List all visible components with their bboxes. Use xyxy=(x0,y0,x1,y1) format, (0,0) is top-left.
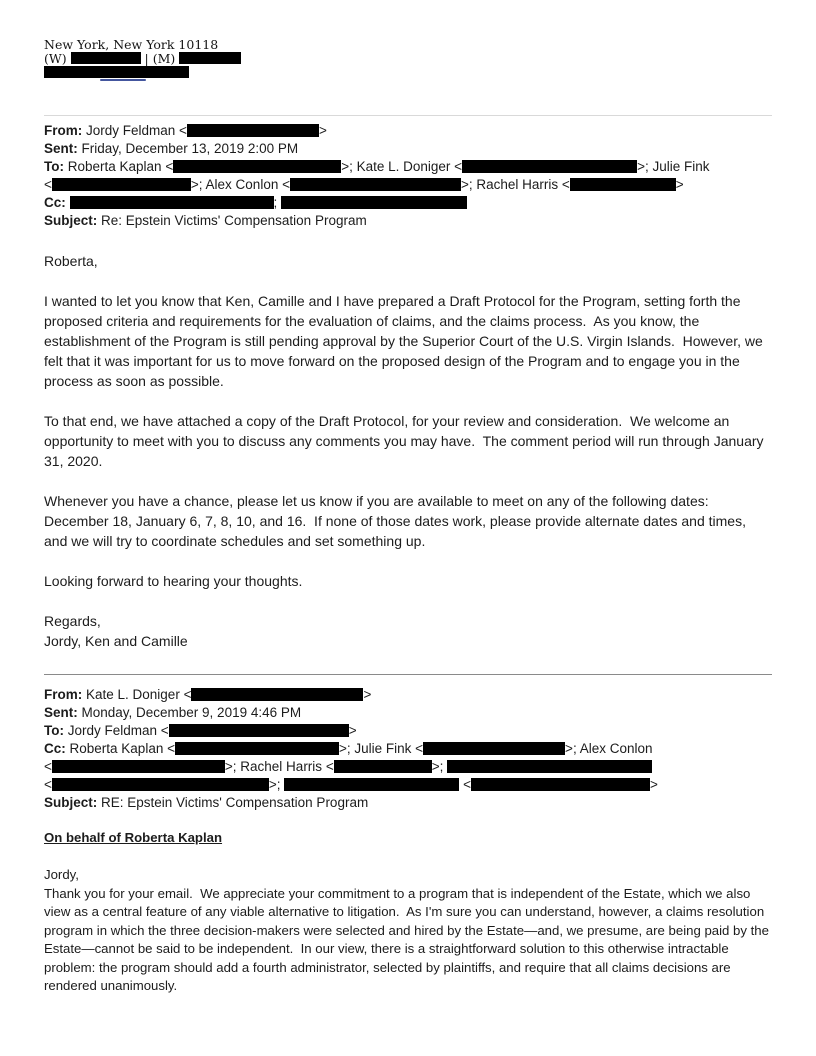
body-paragraph: Roberta, xyxy=(44,253,98,269)
header-field-label: From: xyxy=(44,123,83,138)
redaction-bar xyxy=(462,160,637,173)
email-header-sent-line: Sent: Friday, December 13, 2019 2:00 PM xyxy=(44,141,299,156)
redaction-bar xyxy=(471,778,650,791)
header-field-label: Cc: xyxy=(44,741,66,756)
body-paragraph: To that end, we have attached a copy of the Draft Protocol, for your review and consideration. We welcome an opportunity to meet with you to discuss any comments you may have. The comment period will run through January 31, 2020. xyxy=(44,413,768,469)
redacted-email-address: < > xyxy=(44,759,233,774)
redaction-unit xyxy=(44,65,189,80)
email-header-cc-line: Cc: ; xyxy=(44,194,772,212)
redacted-email-address: < > xyxy=(325,759,440,774)
redacted-email-address: < > xyxy=(415,741,573,756)
redaction-bar xyxy=(52,178,191,191)
email-header-to-line: To: Jordy Feldman < > xyxy=(44,723,357,738)
redacted-email-address: < > xyxy=(463,777,658,792)
header-field-label: From: xyxy=(44,687,83,702)
redaction-unit xyxy=(281,195,467,210)
redaction-bar xyxy=(570,178,676,191)
redaction-bar xyxy=(52,778,269,791)
redaction-bar xyxy=(71,52,141,64)
redaction-unit xyxy=(284,777,459,792)
email1-body xyxy=(44,251,772,651)
email-header-from-line: From: Kate L. Doniger < > xyxy=(44,687,372,702)
email1-header xyxy=(44,122,772,230)
header-field-label: To: xyxy=(44,159,64,174)
redaction-bar xyxy=(173,160,341,173)
redaction-bar xyxy=(52,760,225,773)
redaction-bar xyxy=(70,196,274,209)
header-field-label: Subject: xyxy=(44,213,98,228)
redaction-bar xyxy=(187,124,319,137)
redacted-link-artifact xyxy=(100,79,146,81)
email-header-to-line: To: Roberta Kaplan < >; Kate L. Doniger < >; Julie Fink < >; Alex Conlon < >; Rachel Harris < > xyxy=(44,159,710,192)
redacted-email-address: < > xyxy=(282,177,469,192)
redaction-unit xyxy=(70,195,274,210)
body-paragraph: Whenever you have a chance, please let us know if you are available to meet on any of the following dates: December 18, January 6, 7, 8, 10, and 16. If none of those dates work, please provide alternate dates and times, and we will try to coordinate schedules and set something up. xyxy=(44,493,750,549)
redaction-bar xyxy=(169,724,349,737)
blank-line xyxy=(44,271,772,291)
email2-body xyxy=(44,829,772,996)
email-message-2 xyxy=(44,686,772,996)
on-behalf-heading: On behalf of Roberta Kaplan xyxy=(44,830,223,845)
letterhead-address: New York, New York 10118 xyxy=(44,37,219,52)
redaction-bar xyxy=(284,778,459,791)
blank-line xyxy=(44,391,772,411)
letterhead-redacted-line xyxy=(44,66,772,80)
header-field-label: Sent: xyxy=(44,705,78,720)
blank-line xyxy=(44,591,772,611)
redaction-bar xyxy=(179,52,241,64)
redacted-email-address: < > xyxy=(165,159,350,174)
redaction-unit xyxy=(71,51,141,66)
redacted-email-address: < > xyxy=(561,177,684,192)
redaction-bar xyxy=(290,178,461,191)
redacted-email-address: < > xyxy=(183,687,372,702)
letterhead xyxy=(44,38,772,80)
blank-line xyxy=(44,848,772,867)
email-header-from-line: From: Jordy Feldman < > xyxy=(44,123,327,138)
blank-line xyxy=(44,471,772,491)
header-divider xyxy=(44,115,772,116)
header-field-label: Subject: xyxy=(44,795,98,810)
redacted-email-address: < > xyxy=(179,123,327,138)
body-paragraph: Thank you for your email. We appreciate your commitment to a program that is independent of the Estate, which we also view as a central feature of any viable alternative to litigation. As I'm sure you can understand, however, a claims resolution program in which the three decision-makers were selected and hired by the Estate—and, we presume, are being paid by the Estate—cannot be said to be independent. In our view, there is a straightforward solution to this otherwise intractable problem: the program should add a fourth administrator, selected by plaintiffs, and require that all claims decisions are rendered unanimously. xyxy=(44,885,773,993)
email-header-sent-line: Sent: Monday, December 9, 2019 4:46 PM xyxy=(44,705,302,720)
header-field-label: To: xyxy=(44,723,64,738)
redacted-email-address: < > xyxy=(44,777,277,792)
redaction-bar xyxy=(447,760,652,773)
redaction-bar xyxy=(191,688,363,701)
reply-divider xyxy=(44,674,772,675)
redaction-bar xyxy=(423,742,565,755)
redacted-email-address: < > xyxy=(454,159,645,174)
redaction-bar xyxy=(44,66,189,78)
email-header-subject-line: Subject: RE: Epstein Victims' Compensation Program xyxy=(44,795,369,810)
body-paragraph: Jordy, xyxy=(44,867,79,882)
email-message-1 xyxy=(44,122,772,651)
email2-header xyxy=(44,686,772,812)
redaction-unit xyxy=(179,51,241,66)
redacted-email-address: < > xyxy=(160,723,357,738)
redaction-unit xyxy=(447,759,652,774)
body-paragraph: Jordy, Ken and Camille xyxy=(44,633,188,649)
header-field-label: Sent: xyxy=(44,141,78,156)
redaction-bar xyxy=(281,196,467,209)
redaction-bar xyxy=(175,742,339,755)
body-paragraph: Regards, xyxy=(44,613,101,629)
letterhead-phone-line: (W) | (M) xyxy=(44,52,772,66)
blank-line xyxy=(44,551,772,571)
header-field-label: Cc: xyxy=(44,195,66,210)
redaction-bar xyxy=(334,760,432,773)
body-paragraph: Looking forward to hearing your thoughts. xyxy=(44,573,303,589)
email-header-subject-line: Subject: Re: Epstein Victims' Compensation Program xyxy=(44,213,367,228)
email-header-cc-line: Cc: Roberta Kaplan < >; Julie Fink < >; Alex Conlon < >; Rachel Harris < >; < >; < > xyxy=(44,741,658,792)
redacted-email-address: < > xyxy=(44,177,199,192)
body-paragraph: I wanted to let you know that Ken, Camille and I have prepared a Draft Protocol for the Program, setting forth the proposed criteria and requirements for the evaluation of claims, and the claims process. As you know, the establishment of the Program is still pending approval by the Superior Court of the U.S. Virgin Islands. However, we felt that it was important for us to move forward on the proposed design of the Program and to engage you in the process as soon as possible. xyxy=(44,293,767,389)
redacted-email-address: < > xyxy=(167,741,347,756)
